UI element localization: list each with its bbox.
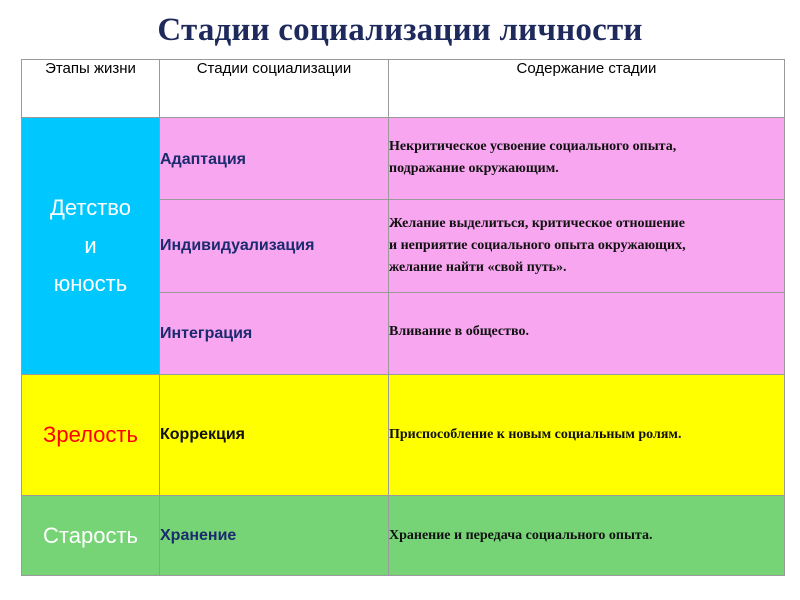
header-life-stages: Этапы жизни: [22, 60, 160, 118]
life-stage-childhood-line: и: [84, 233, 97, 258]
life-stage-childhood-line: Детство: [50, 195, 131, 220]
life-stage-old-age: Старость: [22, 496, 160, 576]
content-individualization: [389, 200, 785, 293]
content-adaptation: [389, 118, 785, 200]
table-row: [22, 496, 785, 576]
content-line: Желание выделиться, критическое отношение: [389, 216, 685, 231]
stage-adaptation: Адаптация: [160, 118, 389, 200]
content-line: подражание окружающим.: [389, 161, 559, 176]
header-socialization-stages: Стадии социализации: [160, 60, 389, 118]
stage-correction: Коррекция: [160, 375, 389, 496]
stage-preservation: Хранение: [160, 496, 389, 576]
content-preservation: [389, 496, 785, 576]
life-stage-childhood-line: юность: [53, 271, 128, 296]
table-header-row: [22, 60, 785, 118]
content-correction: [389, 375, 785, 496]
header-stage-content: Содержание стадии: [389, 60, 785, 118]
table-row: [22, 375, 785, 496]
content-line: Хранение и передача социального опыта.: [389, 527, 653, 543]
stage-integration: Интеграция: [160, 293, 389, 375]
content-line: и неприятие социального опыта окружающих,: [389, 238, 686, 253]
table-row: [22, 118, 785, 200]
life-stage-maturity: Зрелость: [22, 375, 160, 496]
content-integration: [389, 293, 785, 375]
stage-individualization: Индивидуализация: [160, 200, 389, 293]
content-line: Приспособление к новым социальным ролям.: [389, 427, 682, 442]
page-title: Стадии социализации личности: [157, 12, 643, 48]
content-line: желание найти «свой путь».: [389, 260, 567, 275]
content-line: Вливание в общество.: [389, 324, 529, 339]
life-stage-childhood: [22, 118, 160, 375]
socialization-table: [21, 59, 785, 576]
content-line: Некритическое усвоение социального опыта,: [389, 139, 677, 154]
